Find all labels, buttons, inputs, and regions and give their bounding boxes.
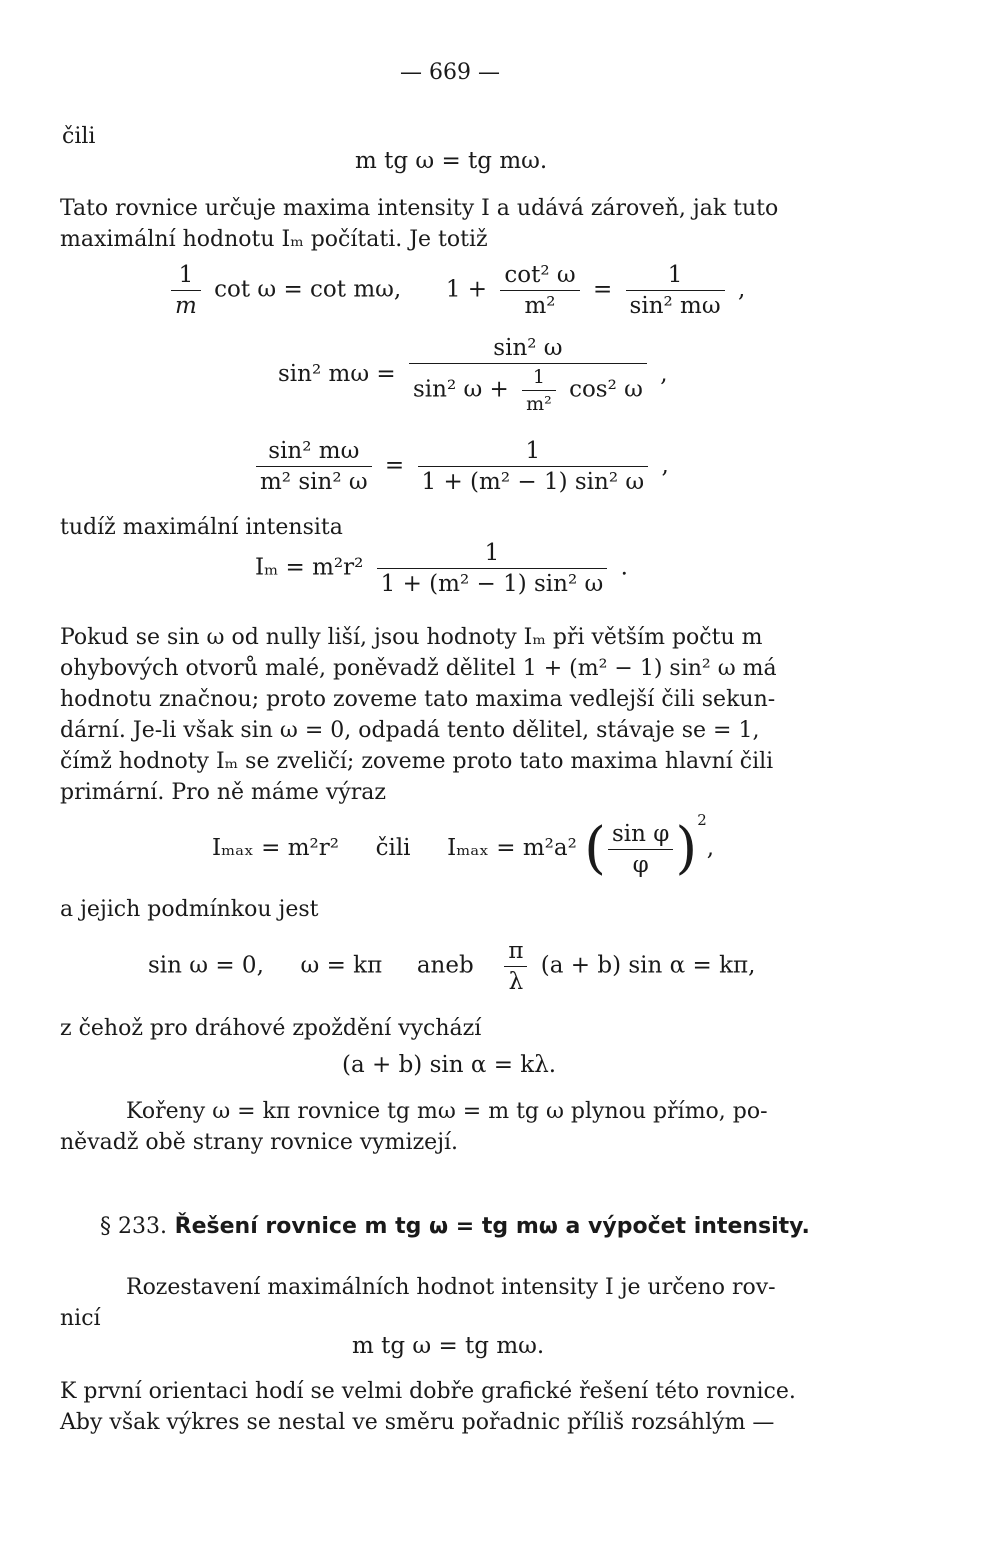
eq5-fraction [377, 540, 608, 597]
eq2a-numerator: 1 [178, 262, 194, 288]
eq6-numerator: sin φ [612, 820, 670, 847]
eq6-fraction [608, 821, 673, 878]
eq2b-lead: 1 + [445, 276, 488, 303]
eq5-tail: . [620, 554, 628, 581]
eq4-tail: , [661, 452, 669, 479]
eq6-cili: čili [375, 835, 411, 861]
eq6-exponent: 2 [697, 811, 707, 829]
eq4-rhs-numerator: 1 [525, 438, 541, 464]
equation-7 [148, 938, 755, 995]
eq4-lhs-fraction [256, 438, 372, 495]
eq2b-equals: = [592, 276, 613, 303]
equation-1: m tg ω = tg mω. [355, 148, 548, 174]
eq2b-fraction [500, 262, 579, 319]
eq2a-fraction [171, 262, 201, 319]
paragraph-3-line-2: něvadž obě strany rovnice vymizejí. [60, 1130, 459, 1155]
eq5-denominator: 1 + (m² − 1) sin² ω [377, 568, 608, 597]
eq4-rhs-fraction [418, 438, 649, 495]
eq7-path-diff: (a + b) sin α = kπ, [540, 952, 756, 979]
eq3-lhs: sin² mω = [278, 361, 396, 387]
eq2a-denominator: m [171, 290, 201, 319]
paragraph-2-line-4: dární. Je-li však sin ω = 0, odpadá tento dělitel, stávaje se = 1, [60, 718, 760, 743]
eq2b-rhs-numerator: 1 [667, 262, 683, 288]
text-cili: čili [62, 124, 96, 149]
equation-3 [278, 335, 668, 415]
eq3-den-frac-num: 1 [532, 366, 545, 388]
eq7-numerator: π [508, 938, 524, 964]
text-z-cehoz: z čehož pro dráhové zpoždění vychází [60, 1016, 482, 1041]
equation-6 [212, 811, 715, 881]
equation-9: m tg ω = tg mω. [352, 1333, 545, 1359]
eq6-paren-close: ) [675, 816, 698, 881]
eq4-lhs-denominator: m² sin² ω [256, 466, 372, 495]
eq3-den-b: cos² ω [569, 376, 643, 403]
paragraph-5-line-2: Aby však výkres se nestal ve směru pořadnic příliš rozsáhlým — [60, 1410, 775, 1435]
paragraph-1-line-2: maximální hodnotu Iₘ počítati. Je totiž [60, 227, 488, 252]
text-tudiz: tudíž maximální intensita [60, 515, 343, 540]
paragraph-2-line-1: Pokud se sin ω od nully liší, jsou hodnoty Iₘ při větším počtu m [60, 625, 763, 650]
text-a-jejich: a jejich podmínkou jest [60, 897, 319, 922]
paragraph-3 [60, 1096, 860, 1158]
paragraph-4-line-2: nicí [60, 1306, 101, 1331]
section-number: § 233. [100, 1214, 167, 1239]
equation-4 [250, 438, 669, 495]
eq2b-denominator: m² [500, 290, 579, 319]
equation-8: (a + b) sin α = kλ. [342, 1052, 557, 1078]
paragraph-2-line-2: ohybových otvorů malé, poněvadž dělitel 1 + (m² − 1) sin² ω má [60, 656, 777, 681]
eq7-sin-zero: sin ω = 0, [148, 952, 264, 979]
eq2b-tail: , [737, 276, 746, 303]
eq5-numerator: 1 [484, 540, 500, 566]
eq6-imax-a: Iₘₐₓ = m²a² [447, 835, 577, 861]
section-title: Řešení rovnice m tg ω = tg mω a výpočet intensity. [174, 1214, 810, 1239]
equation-2 [165, 262, 745, 319]
paragraph-4 [60, 1272, 860, 1334]
section-heading [100, 1214, 810, 1239]
paragraph-1 [60, 193, 860, 255]
eq3-numerator: sin² ω [493, 335, 563, 361]
paragraph-4-line-1: Rozestavení maximálních hodnot intensity I je určeno rov- [126, 1275, 776, 1300]
eq5-lhs: Iₘ = m²r² [255, 554, 364, 581]
paragraph-2 [60, 622, 860, 808]
eq6-paren-open: ( [584, 816, 606, 881]
eq6-imax-r: Iₘₐₓ = m²r² [212, 835, 339, 861]
eq4-rhs-denominator: 1 + (m² − 1) sin² ω [418, 466, 649, 495]
paragraph-3-line-1: Kořeny ω = kπ rovnice tg mω = m tg ω plynou přímo, po- [126, 1099, 768, 1124]
paragraph-5 [60, 1376, 860, 1438]
eq2b-rhs-denominator: sin² mω [626, 290, 725, 319]
eq7-denominator: λ [504, 966, 527, 995]
paragraph-1-line-1: Tato rovnice určuje maxima intensity I a udává zároveň, jak tuto [60, 196, 779, 221]
paragraph-2-line-6: primární. Pro ně máme výraz [60, 780, 386, 805]
eq4-lhs-numerator: sin² mω [268, 438, 360, 464]
eq2a-rest: cot ω = cot mω, [214, 276, 402, 303]
eq3-den-frac-den: m² [522, 390, 556, 415]
eq4-equals: = [384, 452, 405, 479]
page-number: — 669 — [400, 60, 500, 85]
eq3-fraction [409, 335, 647, 415]
paragraph-2-line-5: čímž hodnoty Iₘ se zveličí; zoveme proto tato maxima hlavní čili [60, 749, 774, 774]
eq3-denominator [409, 363, 647, 415]
eq2b-rhs-fraction [626, 262, 725, 319]
eq7-aneb: aneb [416, 952, 474, 979]
eq6-tail: , [706, 835, 715, 861]
eq3-tail: , [660, 361, 668, 387]
eq2b-numerator: cot² ω [504, 262, 576, 288]
paragraph-5-line-1: K první orientaci hodí se velmi dobře grafické řešení této rovnice. [60, 1379, 796, 1404]
eq7-omega-kpi: ω = kπ [300, 952, 383, 979]
eq3-den-a: sin² ω + [412, 376, 509, 403]
equation-5 [255, 540, 628, 597]
eq6-denominator: φ [608, 849, 673, 878]
eq7-fraction [504, 938, 527, 995]
paragraph-2-line-3: hodnotu značnou; proto zoveme tato maxima vedlejší čili sekun- [60, 687, 776, 712]
eq3-den-fraction [522, 366, 556, 415]
